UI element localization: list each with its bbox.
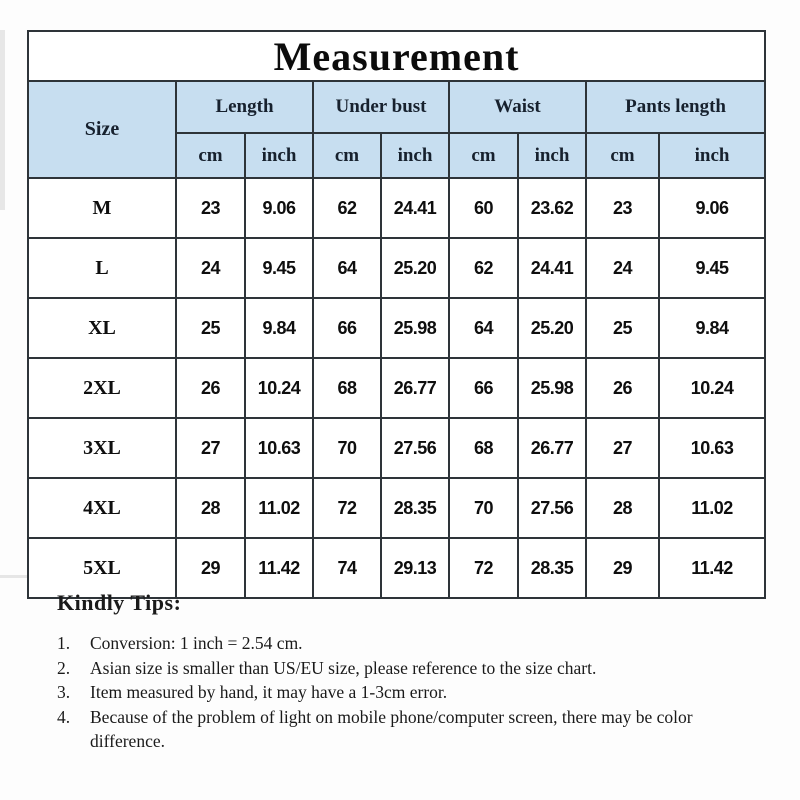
unit-header-underbust-cm: cm (313, 133, 381, 178)
cell-value: 66 (449, 358, 518, 418)
unit-header-length-inch: inch (245, 133, 313, 178)
cell-value: 25 (176, 298, 245, 358)
column-header-size: Size (28, 81, 176, 178)
tip-text: Conversion: 1 inch = 2.54 cm. (90, 633, 303, 653)
tip-number: 4. (57, 706, 71, 727)
cell-value: 62 (449, 238, 518, 298)
cell-value: 11.02 (659, 478, 765, 538)
cell-value: 24 (586, 238, 659, 298)
cell-value: 28.35 (518, 538, 586, 598)
cell-value: 23 (586, 178, 659, 238)
cell-value: 23.62 (518, 178, 586, 238)
cell-value: 28 (586, 478, 659, 538)
tips-heading: Kindly Tips: (57, 590, 182, 615)
cell-value: 72 (313, 478, 381, 538)
cell-value: 27.56 (381, 418, 449, 478)
table-row-l (28, 238, 765, 298)
unit-header-underbust-inch: inch (381, 133, 449, 178)
unit-header-waist-cm: cm (449, 133, 518, 178)
cell-value: 25.20 (381, 238, 449, 298)
cell-value: 60 (449, 178, 518, 238)
table-row-2xl (28, 358, 765, 418)
table-row-5xl (28, 538, 765, 598)
tip-item-2 (57, 656, 722, 681)
tip-text: Because of the problem of light on mobile phone/computer screen, there may be color difference. (90, 706, 693, 751)
cell-value: 29 (586, 538, 659, 598)
cell-value: 11.42 (245, 538, 313, 598)
scan-edge-artifact (0, 575, 30, 578)
cell-value: 26.77 (381, 358, 449, 418)
table-row-3xl (28, 418, 765, 478)
group-header-length: Length (176, 81, 313, 133)
title-row (28, 31, 765, 81)
size-label: 4XL (28, 478, 176, 538)
unit-header-length-cm: cm (176, 133, 245, 178)
unit-header-waist-inch: inch (518, 133, 586, 178)
cell-value: 9.06 (245, 178, 313, 238)
cell-value: 68 (313, 358, 381, 418)
tip-item-3 (57, 680, 722, 705)
cell-value: 28.35 (381, 478, 449, 538)
cell-value: 27 (586, 418, 659, 478)
cell-value: 28 (176, 478, 245, 538)
cell-value: 72 (449, 538, 518, 598)
cell-value: 9.84 (245, 298, 313, 358)
cell-value: 74 (313, 538, 381, 598)
cell-value: 9.45 (245, 238, 313, 298)
cell-value: 9.84 (659, 298, 765, 358)
cell-value: 9.45 (659, 238, 765, 298)
cell-value: 66 (313, 298, 381, 358)
cell-value: 23 (176, 178, 245, 238)
table-row-m (28, 178, 765, 238)
size-label: L (28, 238, 176, 298)
size-label: 2XL (28, 358, 176, 418)
cell-value: 29.13 (381, 538, 449, 598)
group-header-pants-length: Pants length (586, 81, 765, 133)
cell-value: 10.63 (245, 418, 313, 478)
table-row-4xl (28, 478, 765, 538)
cell-value: 10.24 (245, 358, 313, 418)
unit-header-pants-cm: cm (586, 133, 659, 178)
tip-number: 2. (57, 657, 71, 678)
size-label: 3XL (28, 418, 176, 478)
header-group-row (28, 81, 765, 133)
cell-value: 26 (176, 358, 245, 418)
size-label: 5XL (28, 538, 176, 598)
cell-value: 27 (176, 418, 245, 478)
cell-value: 25 (586, 298, 659, 358)
cell-value: 24 (176, 238, 245, 298)
group-header-waist: Waist (449, 81, 586, 133)
cell-value: 25.98 (381, 298, 449, 358)
cell-value: 26.77 (518, 418, 586, 478)
tip-text: Asian size is smaller than US/EU size, please reference to the size chart. (90, 657, 597, 678)
cell-value: 62 (313, 178, 381, 238)
cell-value: 64 (449, 298, 518, 358)
cell-value: 25.20 (518, 298, 586, 358)
group-header-under-bust: Under bust (313, 81, 449, 133)
cell-value: 24.41 (518, 238, 586, 298)
tip-item-1 (57, 631, 722, 656)
cell-value: 24.41 (381, 178, 449, 238)
cell-value: 70 (313, 418, 381, 478)
tip-text: Item measured by hand, it may have a 1-3cm error. (90, 682, 448, 702)
cell-value: 26 (586, 358, 659, 418)
tip-number: 3. (57, 682, 71, 702)
measurement-table (27, 30, 766, 599)
cell-value: 10.24 (659, 358, 765, 418)
cell-value: 11.42 (659, 538, 765, 598)
unit-header-pants-inch: inch (659, 133, 765, 178)
cell-value: 27.56 (518, 478, 586, 538)
cell-value: 64 (313, 238, 381, 298)
cell-value: 25.98 (518, 358, 586, 418)
cell-value: 11.02 (245, 478, 313, 538)
tip-item-4 (57, 705, 722, 754)
table-row-xl (28, 298, 765, 358)
cell-value: 29 (176, 538, 245, 598)
cell-value: 70 (449, 478, 518, 538)
cell-value: 68 (449, 418, 518, 478)
size-label: M (28, 178, 176, 238)
cell-value: 9.06 (659, 178, 765, 238)
page-title: Measurement (28, 31, 765, 81)
scan-edge-artifact (0, 30, 5, 210)
tips-section (57, 590, 722, 754)
tip-number: 1. (57, 633, 71, 653)
size-label: XL (28, 298, 176, 358)
cell-value: 10.63 (659, 418, 765, 478)
